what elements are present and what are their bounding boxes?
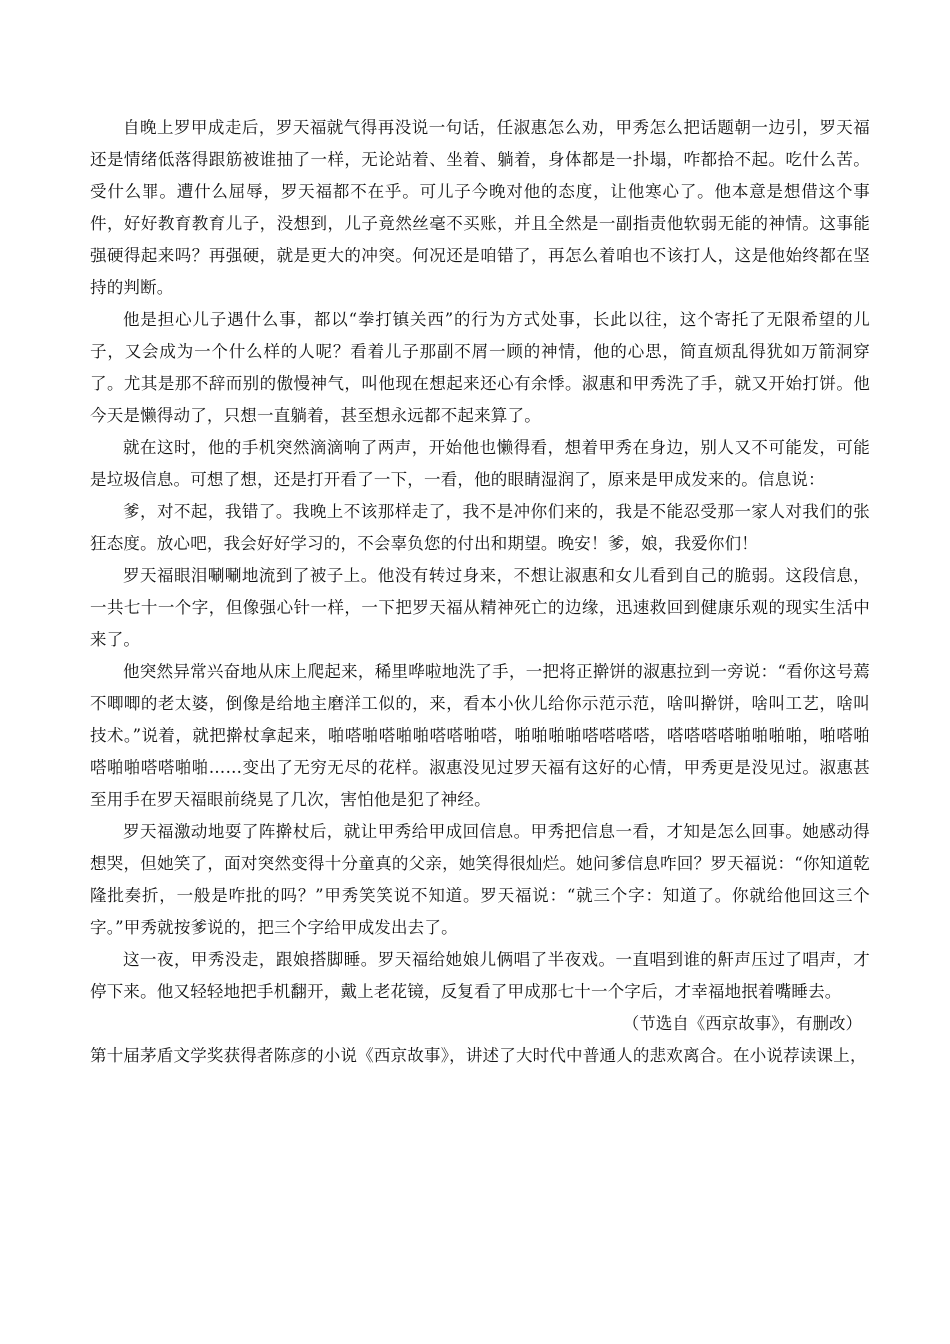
paragraph-3: 就在这时，他的手机突然滴滴响了两声，开始他也懒得看，想着甲秀在身边，别人又不可能发，可能是垃圾信息。可想了想，还是打开看了一下，一看，他的眼睛湿润了，原来是甲成发来的。信息说：	[90, 438, 870, 489]
document-page	[90, 112, 870, 1072]
closing-line: 第十届茅盾文学奖获得者陈彦的小说《西京故事》，讲述了大时代中普通人的悲欢离合。在小说荐读课上，	[90, 1046, 867, 1065]
paragraph-1: 自晚上罗甲成走后，罗天福就气得再没说一句话，任淑惠怎么劝，甲秀怎么把话题朝一边引，罗天福还是情绪低落得跟筋被谁抽了一样，无论站着、坐着、躺着，身体都是一扑塌，咋都拾不起。吃什么苦。受什么罪。遭什么屈辱，罗天福都不在乎。可儿子今晚对他的态度，让他寒心了。他本意是想借这个事件，好好教育教育儿子，没想到，儿子竟然丝毫不买账，并且全然是一副指责他软弱无能的神情。这事能强硬得起来吗？再强硬，就是更大的冲突。何况还是咱错了，再怎么着咱也不该打人，这是他始终都在坚持的判断。	[90, 118, 870, 297]
paragraph-8: 这一夜，甲秀没走，跟娘搭脚睡。罗天福给她娘儿俩唱了半夜戏。一直唱到谁的鼾声压过了唱声，才停下来。他又轻轻地把手机翻开，戴上老花镜，反复看了甲成那七十一个字后，才幸福地抿着嘴睡去。	[90, 950, 870, 1001]
paragraph-7: 罗天福激动地耍了阵擀杖后，就让甲秀给甲成回信息。甲秀把信息一看，才知是怎么回事。她感动得想哭，但她笑了，面对突然变得十分童真的父亲，她笑得很灿烂。她问爹信息咋回？罗天福说：“你知道乾隆批奏折，一般是咋批的吗？”甲秀笑笑说不知道。罗天福说：“就三个字：知道了。你就给他回这三个字。”甲秀就按爹说的，把三个字给甲成发出去了。	[90, 822, 870, 937]
paragraph-2: 他是担心儿子遇什么事，都以“拳打镇关西”的行为方式处事，长此以往，这个寄托了无限希望的儿子，又会成为一个什么样的人呢？看着儿子那副不屑一顾的神情，他的心思，简直烦乱得犹如万箭洞穿了。尤其是那不辞而别的傲慢神气，叫他现在想起来还心有余悸。淑惠和甲秀洗了手，就又开始打饼。他今天是懒得动了，只想一直躺着，甚至想永远都不起来算了。	[90, 310, 870, 425]
text-message-paragraph: 爹，对不起，我错了。我晚上不该那样走了，我不是冲你们来的，我是不能忍受那一家人对我们的张狂态度。放心吧，我会好好学习的，不会辜负您的付出和期望。晚安！爹，娘，我爱你们！	[90, 502, 870, 553]
paragraph-6: 他突然异常兴奋地从床上爬起来，稀里哗啦地洗了手，一把将正擀饼的淑惠拉到一旁说：“看你这号蔫不唧唧的老太婆，倒像是给地主磨洋工似的，来，看本小伙儿给你示范示范，啥叫擀饼，啥叫工艺，啥叫技术。”说着，就把擀杖拿起来，啪嗒啪嗒啪啪嗒嗒啪嗒，啪啪啪啪嗒嗒嗒嗒，嗒嗒嗒嗒啪啪啪啪，啪嗒啪嗒啪啪嗒嗒啪啪……变出了无穷无尽的花样。淑惠没见过罗天福有这好的心情，甲秀更是没见过。淑惠甚至用手在罗天福眼前绕晃了几次，害怕他是犯了神经。	[90, 662, 870, 809]
source-citation: （节选自《西京故事》，有删改）	[622, 1014, 862, 1033]
paragraph-5: 罗天福眼泪唰唰地流到了被子上。他没有转过身来，不想让淑惠和女儿看到自己的脆弱。这段信息，一共七十一个字，但像强心针一样，一下把罗天福从精神死亡的边缘，迅速救回到健康乐观的现实生活中来了。	[90, 566, 870, 649]
